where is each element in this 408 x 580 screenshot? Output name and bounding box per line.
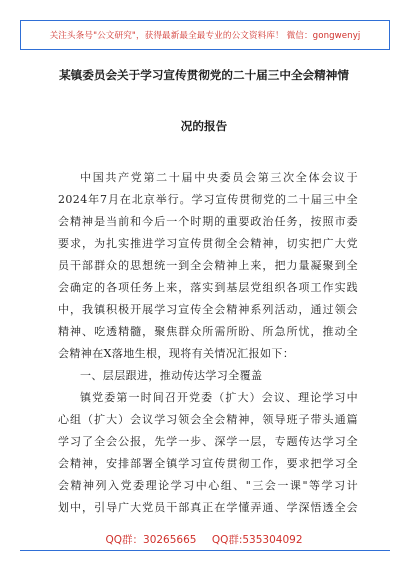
promo-banner: [20, 20, 390, 50]
footer-divider: [20, 550, 390, 551]
document-title-line-2: 况的报告: [180, 119, 228, 133]
footer-qq-group-1: QQ群：30265665: [105, 534, 197, 546]
paragraph-1-line: 2024年7月在北京举行。学习宣传贯彻党的二十届三中全: [58, 193, 358, 206]
paragraph-2-line: 划中，引导广大党员干部真正在学懂弄通、学深悟透全会: [58, 501, 358, 514]
paragraph-2-line: 镇党委第一时间召开党委（扩大）会议、理论学习中: [80, 391, 358, 404]
paragraph-2-line: 心组（扩大）会议学习领会全会精神，领导班子带头通篇: [58, 413, 358, 426]
paragraph-1-line: 会精神在X落地生根，现将有关情况汇报如下：: [58, 347, 295, 360]
paragraph-2-line: 会精神列入党委理论学习中心组、"三会一课"等学习计: [58, 479, 358, 492]
paragraph-2-line: 会精神，安排部署全镇学习宣传贯彻工作，要求把学习全: [58, 457, 358, 470]
paragraph-1-line: 员干部群众的思想统一到全会精神上来，把力量凝聚到全: [58, 259, 358, 272]
paragraph-1-line: 中国共产党第二十届中央委员会第三次全体会议于: [80, 171, 358, 184]
paragraph-1-line: 会确定的各项任务上来，落实到基层党组织各项工作实践: [58, 281, 358, 294]
paragraph-1-line: 精神、吃透精髓，聚焦群众所需所盼、所急所忧，推动全: [58, 325, 358, 338]
paragraph-1-line: 要求，为扎实推进学习宣传贯彻全会精神，切实把广大党: [58, 237, 358, 250]
paragraph-1-line: 会精神是当前和今后一个时期的重要政治任务，按照市委: [58, 215, 358, 228]
document-title-line-1: 某镇委员会关于学习宣传贯彻党的二十届三中全会精神情: [59, 68, 349, 82]
paragraph-1-line: 中，我镇积极开展学习宣传全会精神系列活动，通过领会: [58, 303, 358, 316]
promo-banner-text: 关注头条号"公文研究"，获得最新最全最专业的公文资料库！ 微信：gongwenyj: [49, 31, 361, 41]
footer-qq-group-2: QQ群:535304092: [211, 534, 303, 546]
document-body: [58, 167, 358, 519]
footer-contact: [0, 532, 408, 547]
paragraph-2-line: 学习了全会公报，先学一步、深学一层，专题传达学习全: [58, 435, 358, 448]
section-1-heading: 一、层层跟进，推动传达学习全覆盖: [80, 369, 263, 382]
